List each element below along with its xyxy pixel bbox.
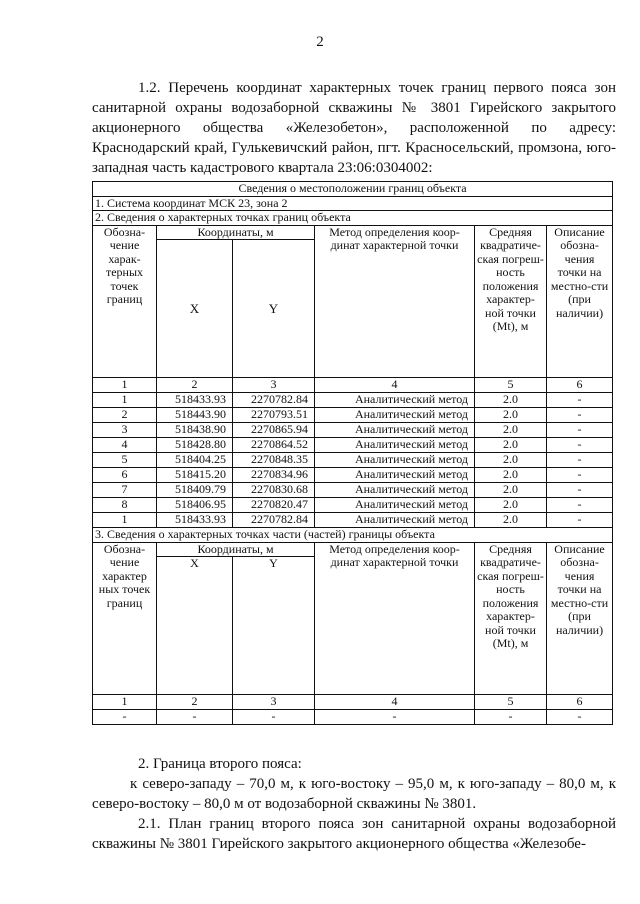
table-row bbox=[93, 483, 613, 498]
part-header-point-designation: Обозна-чение характер ных точек границ bbox=[93, 542, 157, 695]
cell-accuracy: 2.0 bbox=[475, 408, 547, 423]
header-point-designation: Обозна-чение харак-терных точек границ bbox=[93, 225, 157, 378]
cell-point: 3 bbox=[93, 423, 157, 438]
header-method: Метод определения коор-динат характерной точки bbox=[315, 225, 475, 378]
part-row-x: - bbox=[157, 710, 233, 725]
part-colnum-1: 1 bbox=[93, 695, 157, 710]
section2-plan-paragraph: 2.1. План границ второго пояса зон санитарной охраны водозаборной скважины № 3801 Гирейского закрытого акционерного общества «Железобе- bbox=[92, 816, 616, 852]
cell-y: 2270782.84 bbox=[233, 513, 315, 528]
intro-paragraph: 1.2. Перечень координат характерных точек границ первого пояса зон санитарной охраны водозаборной скважины № 3801 Гирейского закрытого акционерного общества «Железобетон», расположенной по адресу: Краснодарский край, Гулькевичский район, пгт. Красносельский, промзона, юго-западная часть кадастрового квартала 23:06:0304002: bbox=[92, 80, 616, 176]
part-header-coordinates: Координаты, м bbox=[157, 542, 315, 557]
cell-accuracy: 2.0 bbox=[475, 423, 547, 438]
part-colnum-2: 2 bbox=[157, 695, 233, 710]
cell-accuracy: 2.0 bbox=[475, 453, 547, 468]
table-row bbox=[93, 468, 613, 483]
section2-heading: 2. Граница второго пояса: bbox=[138, 756, 302, 772]
cell-x: 518406.95 bbox=[157, 498, 233, 513]
page-number: 2 bbox=[316, 34, 324, 50]
header-x: X bbox=[157, 240, 233, 378]
cell-accuracy: 2.0 bbox=[475, 483, 547, 498]
cell-accuracy: 2.0 bbox=[475, 498, 547, 513]
cell-point: 5 bbox=[93, 453, 157, 468]
cell-method: Аналитический метод bbox=[315, 513, 475, 528]
section2-title: 2. Сведения о характерных точках границ объекта bbox=[93, 211, 613, 226]
table-row bbox=[93, 498, 613, 513]
cell-y: 2270864.52 bbox=[233, 438, 315, 453]
section2-distances: к северо-западу – 70,0 м, к юго-востоку – 95,0 м, к юго-западу – 80,0 м, к северо-востоку – 80,0 м от водозаборной скважины № 3801. bbox=[92, 776, 616, 812]
table-row bbox=[93, 513, 613, 528]
cell-x: 518409.79 bbox=[157, 483, 233, 498]
cell-x: 518433.93 bbox=[157, 513, 233, 528]
cell-method: Аналитический метод bbox=[315, 438, 475, 453]
cell-description: - bbox=[547, 468, 613, 483]
part-header-accuracy: Средняя квадратиче-ская погреш-ность положения характер-ной точки (Mt), м bbox=[475, 542, 547, 695]
cell-accuracy: 2.0 bbox=[475, 393, 547, 408]
cell-y: 2270782.84 bbox=[233, 393, 315, 408]
cell-point: 6 bbox=[93, 468, 157, 483]
cell-method: Аналитический метод bbox=[315, 408, 475, 423]
part-row-y: - bbox=[233, 710, 315, 725]
colnum-3: 3 bbox=[233, 378, 315, 393]
cell-method: Аналитический метод bbox=[315, 483, 475, 498]
cell-method: Аналитический метод bbox=[315, 468, 475, 483]
table-row bbox=[93, 453, 613, 468]
cell-method: Аналитический метод bbox=[315, 453, 475, 468]
cell-point: 1 bbox=[93, 513, 157, 528]
header-coordinates: Координаты, м bbox=[157, 225, 315, 240]
part-row-point: - bbox=[93, 710, 157, 725]
cell-x: 518415.20 bbox=[157, 468, 233, 483]
cell-description: - bbox=[547, 423, 613, 438]
coordinate-system: 1. Система координат МСК 23, зона 2 bbox=[93, 196, 613, 211]
colnum-6: 6 bbox=[547, 378, 613, 393]
cell-accuracy: 2.0 bbox=[475, 468, 547, 483]
cell-point: 7 bbox=[93, 483, 157, 498]
cell-point: 1 bbox=[93, 393, 157, 408]
table-title: Сведения о местоположении границ объекта bbox=[93, 182, 613, 197]
cell-y: 2270793.51 bbox=[233, 408, 315, 423]
part-row-method: - bbox=[315, 710, 475, 725]
part-colnum-4: 4 bbox=[315, 695, 475, 710]
colnum-2: 2 bbox=[157, 378, 233, 393]
cell-method: Аналитический метод bbox=[315, 498, 475, 513]
colnum-1: 1 bbox=[93, 378, 157, 393]
cell-x: 518428.80 bbox=[157, 438, 233, 453]
cell-y: 2270820.47 bbox=[233, 498, 315, 513]
part-header-method: Метод определения коор-динат характерной точки bbox=[315, 542, 475, 695]
table-row bbox=[93, 423, 613, 438]
table-row bbox=[93, 408, 613, 423]
cell-x: 518404.25 bbox=[157, 453, 233, 468]
cell-method: Аналитический метод bbox=[315, 393, 475, 408]
cell-description: - bbox=[547, 483, 613, 498]
cell-description: - bbox=[547, 438, 613, 453]
cell-x: 518443.90 bbox=[157, 408, 233, 423]
cell-x: 518438.90 bbox=[157, 423, 233, 438]
header-y: Y bbox=[233, 240, 315, 378]
cell-method: Аналитический метод bbox=[315, 423, 475, 438]
colnum-4: 4 bbox=[315, 378, 475, 393]
part-colnum-6: 6 bbox=[547, 695, 613, 710]
part-colnum-3: 3 bbox=[233, 695, 315, 710]
part-header-x: X bbox=[157, 557, 233, 695]
cell-x: 518433.93 bbox=[157, 393, 233, 408]
cell-y: 2270830.68 bbox=[233, 483, 315, 498]
part-row-accuracy: - bbox=[475, 710, 547, 725]
cell-accuracy: 2.0 bbox=[475, 513, 547, 528]
colnum-5: 5 bbox=[475, 378, 547, 393]
cell-y: 2270848.35 bbox=[233, 453, 315, 468]
part-header-description: Описание обозна-чения точки на местно-сти (при наличии) bbox=[547, 542, 613, 695]
boundary-table bbox=[92, 181, 613, 725]
table-row bbox=[93, 393, 613, 408]
section3-title: 3. Сведения о характерных точках части (частей) границы объекта bbox=[93, 528, 613, 543]
header-description: Описание обозна-чения точки на местно-сти (при наличии) bbox=[547, 225, 613, 378]
cell-description: - bbox=[547, 393, 613, 408]
part-row-description: - bbox=[547, 710, 613, 725]
part-colnum-5: 5 bbox=[475, 695, 547, 710]
table-row bbox=[93, 438, 613, 453]
part-header-y: Y bbox=[233, 557, 315, 695]
cell-accuracy: 2.0 bbox=[475, 438, 547, 453]
cell-y: 2270834.96 bbox=[233, 468, 315, 483]
cell-point: 2 bbox=[93, 408, 157, 423]
cell-description: - bbox=[547, 513, 613, 528]
cell-description: - bbox=[547, 498, 613, 513]
cell-description: - bbox=[547, 453, 613, 468]
header-accuracy: Средняя квадратиче-ская погреш-ность положения характер-ной точки (Mt), м bbox=[475, 225, 547, 378]
section2 bbox=[92, 754, 616, 854]
cell-point: 4 bbox=[93, 438, 157, 453]
cell-description: - bbox=[547, 408, 613, 423]
cell-point: 8 bbox=[93, 498, 157, 513]
cell-y: 2270865.94 bbox=[233, 423, 315, 438]
